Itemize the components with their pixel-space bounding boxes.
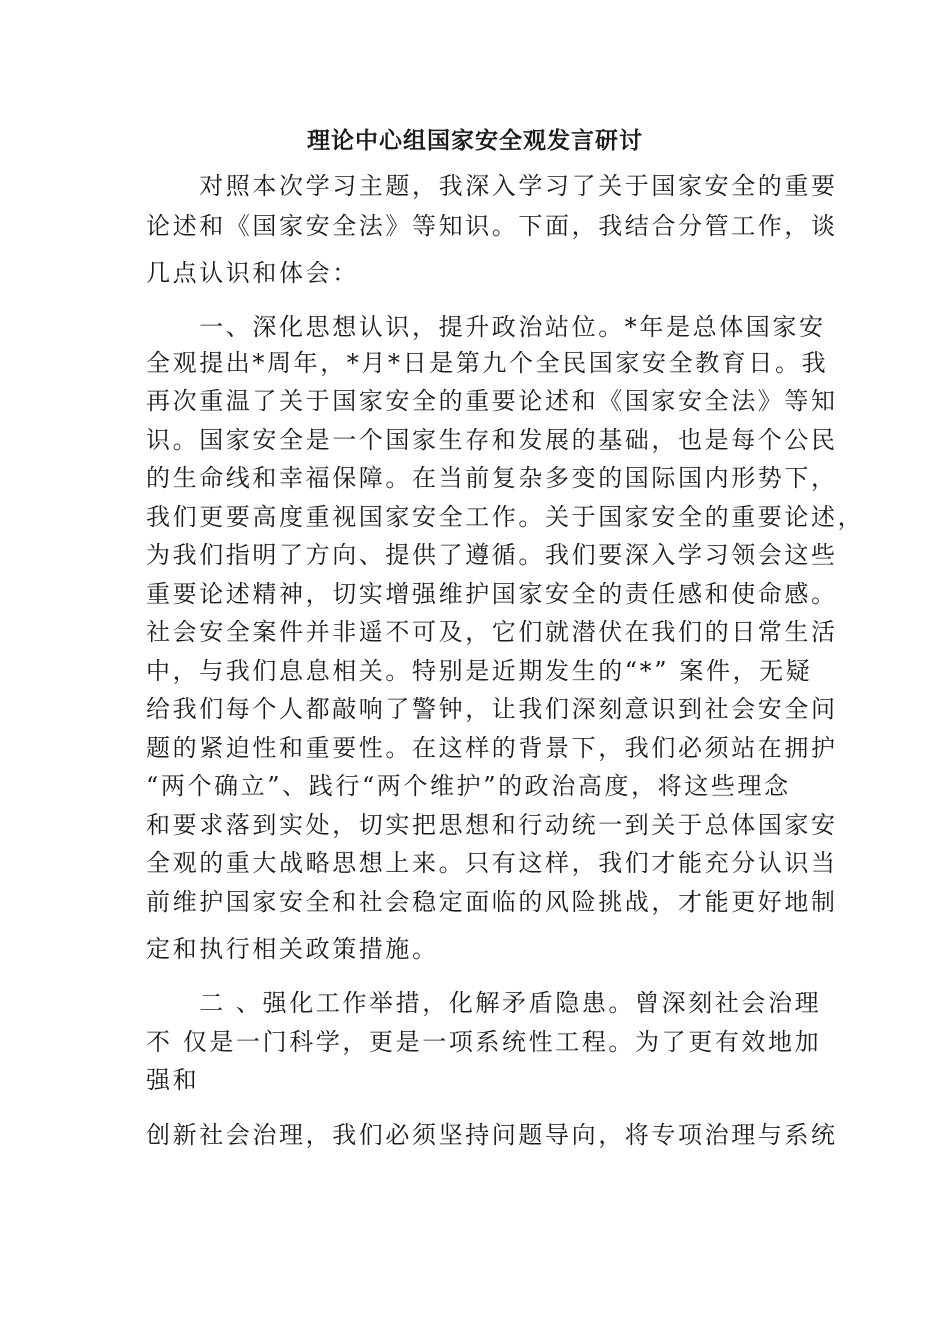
body-line-14: 给我们每个人都敲响了警钟，让我们深刻意识到社会安全问 — [146, 695, 838, 723]
body-line-16: “两个确立”、践行“两个维护”的政治高度，将这些理念 — [146, 772, 791, 800]
body-line-8: 的生命线和幸福保障。在当前复杂多变的国际国内形势下， — [146, 464, 838, 492]
body-line-21: 二 、强化工作举措，化解矛盾隐患。曾深刻社会治理 — [146, 989, 822, 1017]
body-line-13: 中，与我们息息相关。特别是近期发生的“*” 案件，无疑 — [146, 657, 813, 685]
body-line-10: 为我们指明了方向、提供了遵循。我们要深入学习领会这些 — [146, 541, 838, 569]
body-line-22: 不 仅是一门科学，更是一项系统性工程。为了更有效地加 — [146, 1028, 822, 1056]
body-line-23: 强和 — [146, 1066, 200, 1094]
body-line-3: 几点认识和体会： — [146, 259, 359, 287]
body-line-4: 一、深化思想认识，提升政治站位。*年是总体国家安 — [146, 313, 826, 341]
body-line-6: 再次重温了关于国家安全的重要论述和《国家安全法》等知 — [146, 387, 838, 415]
body-line-18: 全观的重大战略思想上来。只有这样，我们才能充分认识当 — [146, 849, 838, 877]
body-line-24: 创新社会治理，我们必须坚持问题导向，将专项治理与系统 — [146, 1121, 838, 1149]
body-line-1: 对照本次学习主题，我深入学习了关于国家安全的重要 — [146, 172, 838, 200]
body-line-5: 全观提出*周年，*月*日是第九个全民国家安全教育日。我 — [146, 349, 829, 377]
body-line-15: 题的紧迫性和重要性。在这样的背景下，我们必须站在拥护 — [146, 734, 838, 762]
body-line-17: 和要求落到实处，切实把思想和行动统一到关于总体国家安 — [146, 811, 838, 839]
body-line-9: 我们更要高度重视国家安全工作。关于国家安全的重要论述， — [146, 503, 865, 531]
document-title: 理论中心组国家安全观发言研讨 — [307, 127, 643, 154]
body-line-7: 识。国家安全是一个国家生存和发展的基础，也是每个公民 — [146, 426, 838, 454]
body-line-20: 定和执行相关政策措施。 — [146, 935, 439, 963]
body-line-12: 社会安全案件并非遥不可及，它们就潜伏在我们的日常生活 — [146, 618, 838, 646]
body-line-11: 重要论述精神，切实增强维护国家安全的责任感和使命感。 — [146, 580, 838, 608]
body-line-2: 论述和《国家安全法》等知识。下面，我结合分管工作，谈 — [146, 212, 838, 240]
body-line-19: 前维护国家安全和社会稳定面临的风险挑战，才能更好地制 — [146, 888, 838, 916]
